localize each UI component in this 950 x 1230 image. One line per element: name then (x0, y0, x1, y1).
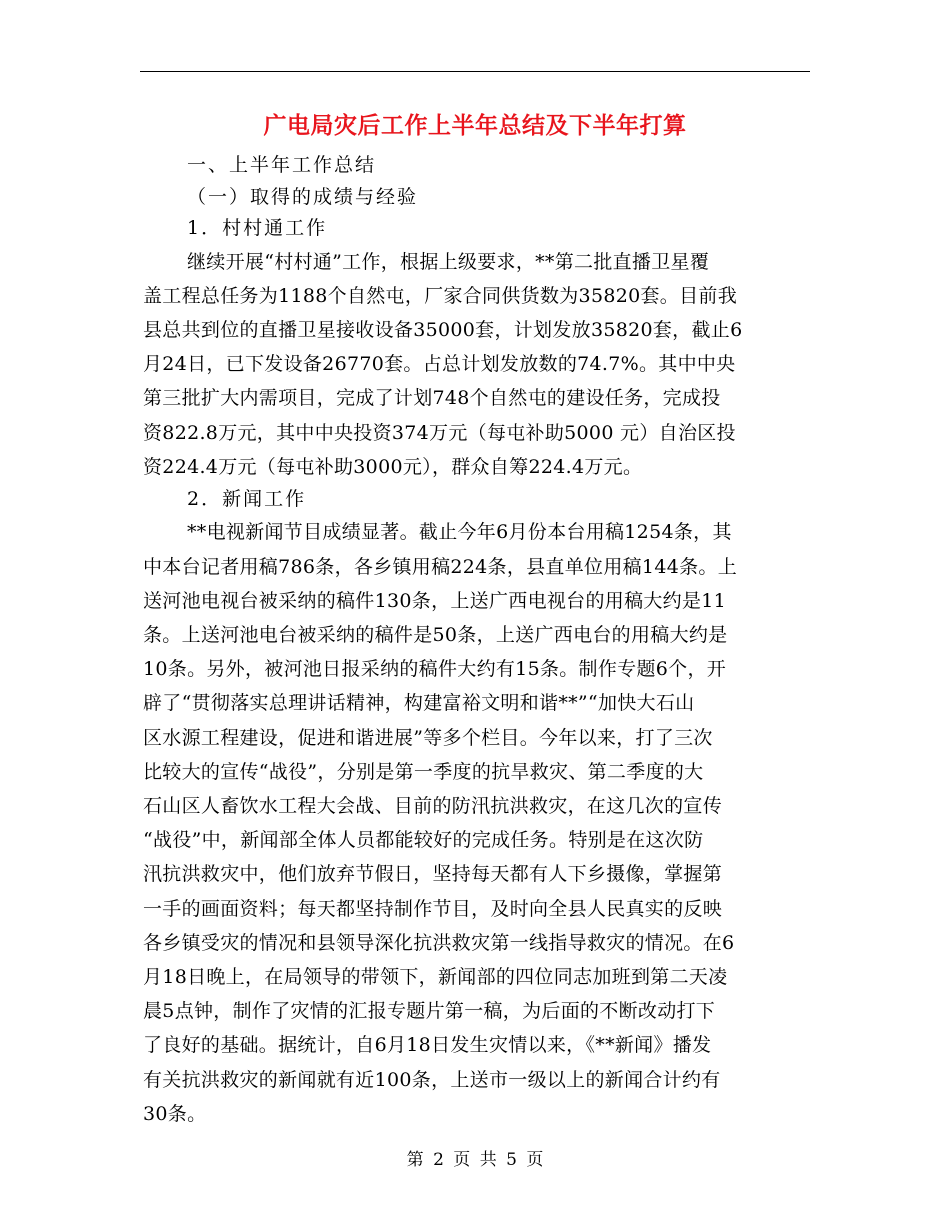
page-number-footer: 第 2 页 共 5 页 (406, 1150, 544, 1170)
paragraph-line: 第三批扩大内需项目，完成了计划748个自然屯的建设任务，完成投 (143, 387, 721, 410)
subsection-heading-achievements: （一）取得的成绩与经验 (187, 185, 419, 208)
paragraph-line: 各乡镇受灾的情况和县领导深化抗洪救灾第一线指导救灾的情况。在6 (143, 931, 735, 954)
paragraph-line: 资822.8万元，其中中央投资374万元（每屯补助5000 元）自治区投 (143, 421, 736, 444)
document-title: 广电局灾后工作上半年总结及下半年打算 (263, 113, 687, 139)
paragraph-line: 石山区人畜饮水工程大会战、目前的防汛抗洪救灾，在这几次的宣传 (143, 795, 723, 818)
paragraph-line: 中本台记者用稿786条，各乡镇用稿224条，县直单位用稿144条。上 (143, 555, 737, 578)
paragraph-village-coverage (143, 245, 809, 484)
paragraph-line: 送河池电视台被采纳的稿件130条，上送广西电视台的用稿大约是11 (143, 589, 727, 612)
paragraph-line: 县总共到位的直播卫星接收设备35000套，计划发放35820套，截止6 (143, 318, 743, 341)
paragraph-news (143, 515, 809, 1131)
paragraph-line: 汛抗洪救灾中，他们放弃节假日，坚持每天都有人下乡摄像，掌握第 (143, 863, 723, 886)
paragraph-line: 比较大的宣传“战役”，分别是第一季度的抗旱救灾、第二季度的大 (143, 760, 704, 783)
paragraph-line: 资224.4万元（每屯补助3000元），群众自筹224.4万元。 (143, 455, 643, 478)
document-body (143, 150, 809, 1131)
paragraph-line: 条。上送河池电台被采纳的稿件是50条，上送广西电台的用稿大约是 (143, 624, 728, 647)
item-heading-village-coverage: 1．村村通工作 (187, 217, 328, 239)
header-rule (140, 71, 810, 72)
paragraph-line: 了良好的基础。据统计，自6月18日发生灾情以来，《**新闻》播发 (143, 1034, 712, 1057)
paragraph-line: 区水源工程建设，促进和谐进展”等多个栏目。今年以来，打了三次 (143, 726, 713, 749)
paragraph-line: 盖工程总任务为1188个自然屯，厂家合同供货数为35820套。目前我 (143, 284, 737, 307)
paragraph-line: 辟了“贯彻落实总理讲话精神，构建富裕文明和谐**”“加快大石山 (143, 692, 695, 715)
paragraph-line: 继续开展“村村通”工作，根据上级要求，**第二批直播卫星覆 (187, 250, 710, 273)
paragraph-line: 晨5点钟，制作了灾情的汇报专题片第一稿，为后面的不断改动打下 (143, 1000, 716, 1023)
section-heading-1: 一、上半年工作总结 (187, 154, 377, 176)
item-heading-news: 2．新闻工作 (187, 487, 307, 510)
paragraph-line: 一手的画面资料；每天都坚持制作节目，及时向全县人民真实的反映 (143, 897, 723, 920)
paragraph-line: 30条。 (143, 1102, 207, 1125)
paragraph-line: 月18日晚上，在局领导的带领下，新闻部的四位同志加班到第二天凌 (143, 966, 728, 989)
paragraph-line: 月24日，已下发设备26770套。占总计划发放数的74.7%。其中中央 (143, 353, 736, 376)
paragraph-line: **电视新闻节目成绩显著。截止今年6月份本台用稿1254条，其 (187, 521, 732, 544)
paragraph-line: 有关抗洪救灾的新闻就有近100条，上送市一级以上的新闻合计约有 (143, 1068, 721, 1091)
paragraph-line: 10条。另外，被河池日报采纳的稿件大约有15条。制作专题6个，开 (143, 658, 727, 681)
paragraph-line: “战役”中，新闻部全体人员都能较好的完成任务。特别是在这次防 (143, 829, 704, 852)
